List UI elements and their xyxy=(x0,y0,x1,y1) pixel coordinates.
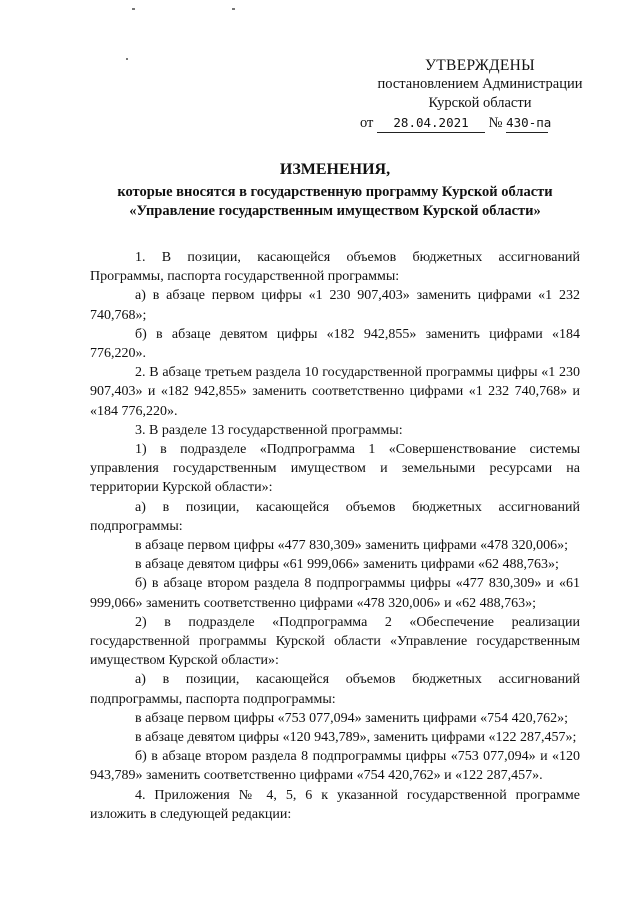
approval-line-2: Курской области xyxy=(428,95,532,111)
document-heading xyxy=(70,160,600,221)
paragraph: а) в позиции, касающейся объемов бюджетных ассигнований подпрограммы: xyxy=(90,499,580,534)
order-line xyxy=(360,113,600,133)
paragraph: 2. В абзаце третьем раздела 10 государственной программы цифры «1 230 907,403» и «182 942,855» заменить соответственно цифрами «1 232 740,768» и «184 776,220». xyxy=(90,365,580,419)
scan-mark-left xyxy=(126,58,128,60)
order-number-label: № xyxy=(488,115,503,131)
paragraph: 3. В разделе 13 государственной программы: xyxy=(135,422,403,438)
paragraph: б) в абзаце втором раздела 8 подпрограммы цифры «753 077,094» и «120 943,789» заменить соответственно цифрами «754 420,762» и «122 287,457». xyxy=(90,749,580,784)
paragraph: 1) в подразделе «Подпрограмма 1 «Совершенствование системы управления государственным имуществом и земельными ресурсами на территории Курской области»: xyxy=(90,442,580,496)
paragraph: в абзаце девятом цифры «120 943,789», заменить цифрами «122 287,457»; xyxy=(135,730,577,746)
heading-line-1: которые вносятся в государственную программу Курской области xyxy=(117,184,553,200)
document-body xyxy=(90,248,580,824)
scan-mark-top xyxy=(132,8,135,10)
paragraph: 2) в подразделе «Подпрограмма 2 «Обеспечение реализации государственной программы Курской области «Управление государственным имуществом Курской области»: xyxy=(90,614,580,669)
order-number: 430-па xyxy=(506,113,548,133)
paragraph: а) в абзаце первом цифры «1 230 907,403» заменить цифрами «1 232 740,768»; xyxy=(90,288,580,323)
heading-line-2: «Управление государственным имуществом Курской области» xyxy=(129,203,541,219)
paragraph: в абзаце девятом цифры «61 999,066» заменить цифрами «62 488,763»; xyxy=(135,557,559,573)
approval-block xyxy=(360,56,600,133)
paragraph: 4. Приложения № 4, 5, 6 к указанной государственной программе изложить в следующей редакции: xyxy=(90,787,580,822)
paragraph: а) в позиции, касающейся объемов бюджетных ассигнований подпрограммы, паспорта подпрограммы: xyxy=(90,672,580,707)
paragraph: в абзаце первом цифры «753 077,094» заменить цифрами «754 420,762»; xyxy=(135,710,568,726)
paragraph: б) в абзаце девятом цифры «182 942,855» заменить цифрами «184 776,220». xyxy=(90,326,580,362)
paragraph: 1. В позиции, касающейся объемов бюджетных ассигнований Программы, паспорта государственной программы: xyxy=(90,250,580,285)
approval-line-1: постановлением Администрации xyxy=(377,76,583,92)
paragraph: б) в абзаце втором раздела 8 подпрограммы цифры «477 830,309» и «61 999,066» заменить соответственно цифрами «478 320,006» и «62 488,763»; xyxy=(90,576,580,611)
heading-title: ИЗМЕНЕНИЯ, xyxy=(279,161,391,178)
order-prefix: от xyxy=(360,115,374,131)
scan-mark-top-2 xyxy=(232,8,235,10)
approval-title: УТВЕРЖДЕНЫ xyxy=(425,57,535,74)
order-date: 28.04.2021 xyxy=(377,113,485,133)
paragraph: в абзаце первом цифры «477 830,309» заменить цифрами «478 320,006»; xyxy=(135,538,568,554)
